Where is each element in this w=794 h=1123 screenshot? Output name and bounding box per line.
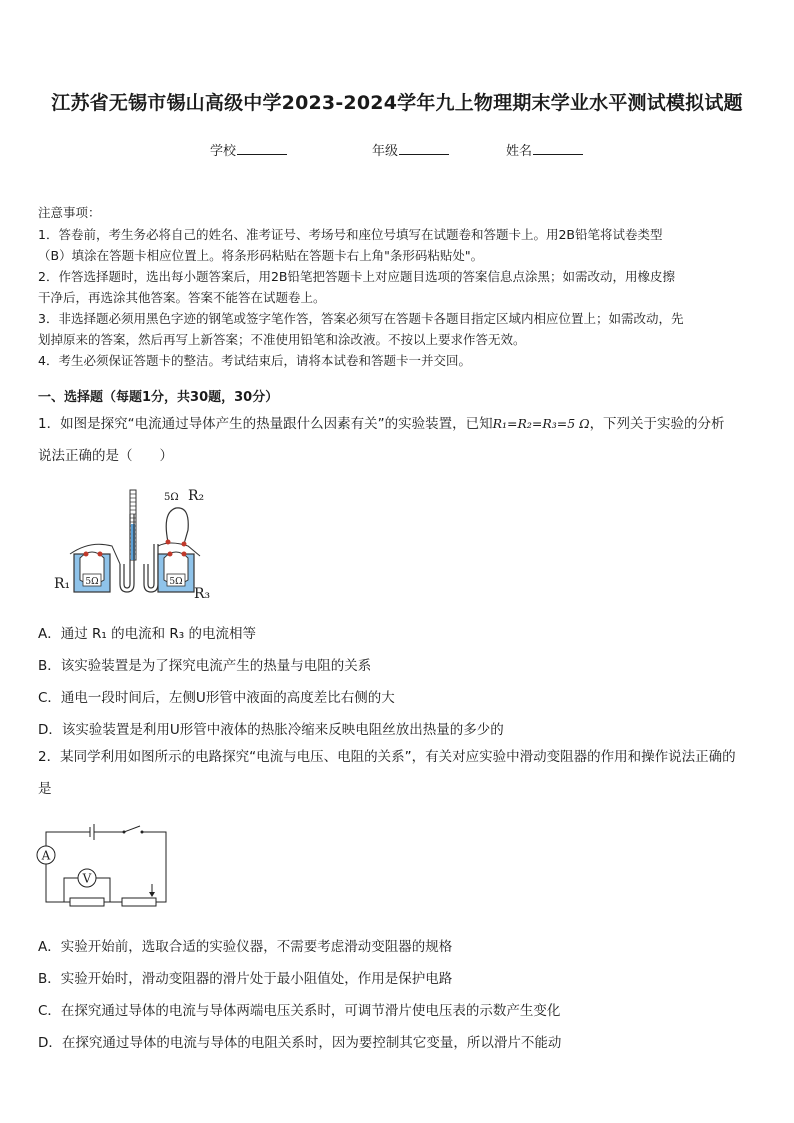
notes-heading: 注意事项： — [38, 205, 101, 220]
school-field — [210, 140, 287, 159]
q1-right-resistance: 5Ω — [169, 577, 183, 587]
q1-option-d[interactable]: D．该实验装置是利用U形管中液体的热胀冷缩来反映电阻丝放出热量的多少的 — [38, 722, 504, 738]
q1-formula: R₁=R₂=R₃=5 Ω — [492, 416, 590, 431]
exam-title: 江苏省无锡市锡山高级中学2023-2024学年九上物理期末学业水平测试模拟试题 — [51, 92, 743, 114]
note-line: 1．答卷前，考生务必将自己的姓名、准考证号、考场号和座位号填写在试题卷和答题卡上。用2B铅笔将试卷类型 — [38, 227, 663, 242]
note-line: （B）填涂在答题卡相应位置上。将条形码粘贴在答题卡右上角"条形码粘贴处"。 — [38, 248, 484, 263]
question-1-stem — [38, 408, 760, 472]
notes-block — [38, 202, 760, 371]
name-label: 姓名 — [506, 144, 533, 159]
q1-top-resistance: 5Ω — [164, 492, 179, 503]
question-2-stem — [38, 741, 760, 805]
q2-stem-b: 是 — [38, 781, 52, 797]
q1-stem-c: 说法正确的是（ ） — [38, 448, 173, 464]
q2-option-c[interactable]: C．在探究通过导体的电流与导体两端电压关系时，可调节滑片使电压表的示数产生变化 — [38, 1003, 561, 1019]
q2-option-d[interactable]: D．在探究通过导体的电流与导体的电阻关系时，因为要控制其它变量，所以滑片不能动 — [38, 1035, 562, 1051]
note-line: 2．作答选择题时，选出每小题答案后，用2B铅笔把答题卡上对应题目选项的答案信息点涂黑；如需改动，用橡皮擦 — [38, 269, 675, 284]
name-field — [506, 140, 583, 159]
school-blank[interactable] — [237, 142, 287, 155]
note-line: 4．考生必须保证答题卡的整洁。考试结束后，请将本试卷和答题卡一并交回。 — [38, 353, 471, 368]
q1-stem-b: ，下列关于实验的分析 — [589, 416, 725, 432]
q1-r1-label: R₁ — [54, 576, 71, 592]
school-label: 学校 — [210, 144, 237, 159]
grade-field — [372, 140, 449, 159]
q1-heat-experiment-figure — [50, 484, 230, 606]
name-blank[interactable] — [533, 142, 583, 155]
q1-left-resistance: 5Ω — [85, 577, 99, 587]
q2-option-b[interactable]: B．实验开始时，滑动变阻器的滑片处于最小阻值处，作用是保护电路 — [38, 971, 453, 987]
q2-option-a[interactable]: A．实验开始前，选取合适的实验仪器，不需要考虑滑动变阻器的规格 — [38, 939, 453, 955]
section-heading: 一、选择题（每题1分，共30题，30分） — [38, 390, 279, 405]
q2-stem-a: 2．某同学利用如图所示的电路探究“电流与电压、电阻的关系”，有关对应实验中滑动变阻器的作用和操作说法正确的 — [38, 749, 736, 765]
q1-stem-a: 1．如图是探究“电流通过导体产生的热量跟什么因素有关”的实验装置，已知 — [38, 416, 493, 432]
q1-r2-label: R₂ — [188, 488, 205, 504]
q1-option-b[interactable]: B．该实验装置是为了探究电流产生的热量与电阻的关系 — [38, 658, 372, 674]
q2-circuit-figure — [34, 822, 174, 916]
student-info-row — [0, 140, 794, 160]
q1-r3-label: R₃ — [194, 586, 211, 602]
q2-voltmeter-label: V — [82, 871, 92, 886]
note-line: 干净后，再选涂其他答案。答案不能答在试题卷上。 — [38, 290, 326, 305]
q2-ammeter-label: A — [41, 848, 51, 863]
grade-label: 年级 — [372, 144, 399, 159]
grade-blank[interactable] — [399, 142, 449, 155]
note-line: 3．非选择题必须用黑色字迹的钢笔或签字笔作答，答案必须写在答题卡各题目指定区域内相应位置上；如需改动，先 — [38, 311, 684, 326]
q1-option-c[interactable]: C．通电一段时间后，左侧U形管中液面的高度差比右侧的大 — [38, 690, 395, 706]
note-line: 划掉原来的答案，然后再写上新答案；不准使用铅笔和涂改液。不按以上要求作答无效。 — [38, 332, 526, 347]
q1-option-a[interactable]: A．通过 R₁ 的电流和 R₃ 的电流相等 — [38, 626, 256, 642]
